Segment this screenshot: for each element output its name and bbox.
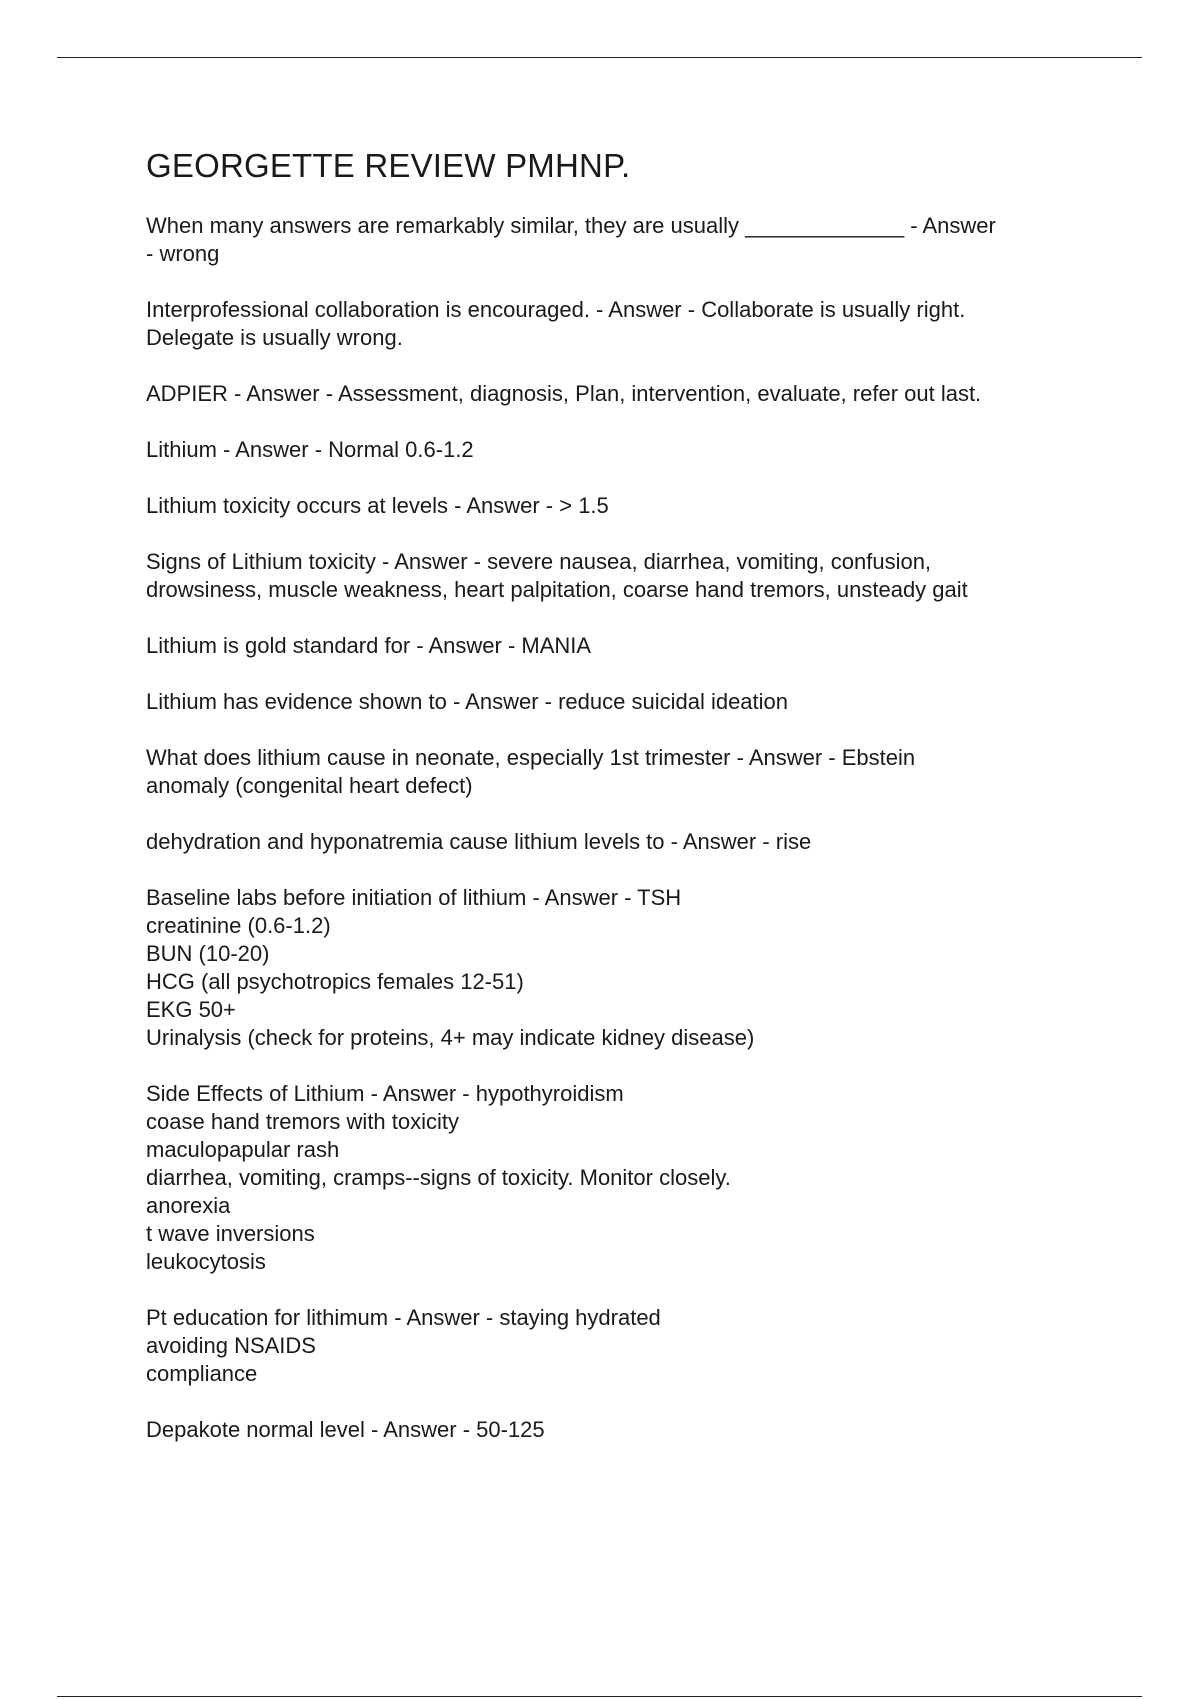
qa-line: Lithium - Answer - Normal 0.6-1.2	[146, 437, 474, 462]
qa-line: What does lithium cause in neonate, especially 1st trimester - Answer - Ebstein	[146, 745, 916, 770]
qa-line: Pt education for lithimum - Answer - staying hydrated	[146, 1305, 661, 1330]
qa-line: Lithium has evidence shown to - Answer - reduce suicidal ideation	[146, 689, 789, 714]
qa-line: Delegate is usually wrong.	[146, 325, 403, 350]
qa-entry	[146, 1416, 1101, 1444]
qa-line: BUN (10-20)	[146, 941, 270, 966]
qa-entry	[146, 1080, 1101, 1276]
qa-line: Signs of Lithium toxicity - Answer - severe nausea, diarrhea, vomiting, confusion,	[146, 549, 932, 574]
qa-line: creatinine (0.6-1.2)	[146, 913, 331, 938]
qa-line: anomaly (congenital heart defect)	[146, 773, 473, 798]
qa-entry	[146, 1304, 1101, 1388]
footer-rule	[57, 1696, 1142, 1697]
document-title: GEORGETTE REVIEW PMHNP.	[146, 147, 631, 184]
qa-entry	[146, 548, 1101, 604]
qa-entry	[146, 212, 1101, 268]
qa-line: dehydration and hyponatremia cause lithium levels to - Answer - rise	[146, 829, 812, 854]
qa-line: Baseline labs before initiation of lithium - Answer - TSH	[146, 885, 682, 910]
header-rule	[57, 57, 1142, 58]
document-body	[146, 142, 1101, 1472]
qa-line: - wrong	[146, 241, 220, 266]
qa-line: anorexia	[146, 1193, 231, 1218]
qa-line: Lithium is gold standard for - Answer - MANIA	[146, 633, 592, 658]
qa-line: drowsiness, muscle weakness, heart palpitation, coarse hand tremors, unsteady gait	[146, 577, 968, 602]
qa-entry	[146, 828, 1101, 856]
qa-line: compliance	[146, 1361, 258, 1386]
qa-line: Interprofessional collaboration is encouraged. - Answer - Collaborate is usually right.	[146, 297, 966, 322]
qa-entry	[146, 436, 1101, 464]
qa-entry	[146, 296, 1101, 352]
qa-line: leukocytosis	[146, 1249, 266, 1274]
qa-line: Lithium toxicity occurs at levels - Answer - > 1.5	[146, 493, 609, 518]
qa-entry	[146, 744, 1101, 800]
qa-line: coase hand tremors with toxicity	[146, 1109, 460, 1134]
qa-entry	[146, 688, 1101, 716]
qa-entry	[146, 632, 1101, 660]
qa-line: ADPIER - Answer - Assessment, diagnosis, Plan, intervention, evaluate, refer out last.	[146, 381, 982, 406]
qa-line: When many answers are remarkably similar, they are usually _____________ - Answer	[146, 213, 996, 238]
qa-line: Depakote normal level - Answer - 50-125	[146, 1417, 545, 1442]
qa-line: t wave inversions	[146, 1221, 315, 1246]
qa-line: HCG (all psychotropics females 12-51)	[146, 969, 524, 994]
qa-line: diarrhea, vomiting, cramps--signs of toxicity. Monitor closely.	[146, 1165, 731, 1190]
qa-line: EKG 50+	[146, 997, 236, 1022]
qa-line: Urinalysis (check for proteins, 4+ may indicate kidney disease)	[146, 1025, 755, 1050]
qa-entry	[146, 884, 1101, 1052]
qa-entry	[146, 492, 1101, 520]
qa-line: Side Effects of Lithium - Answer - hypothyroidism	[146, 1081, 624, 1106]
qa-line: maculopapular rash	[146, 1137, 340, 1162]
qa-line: avoiding NSAIDS	[146, 1333, 316, 1358]
qa-entry	[146, 380, 1101, 408]
